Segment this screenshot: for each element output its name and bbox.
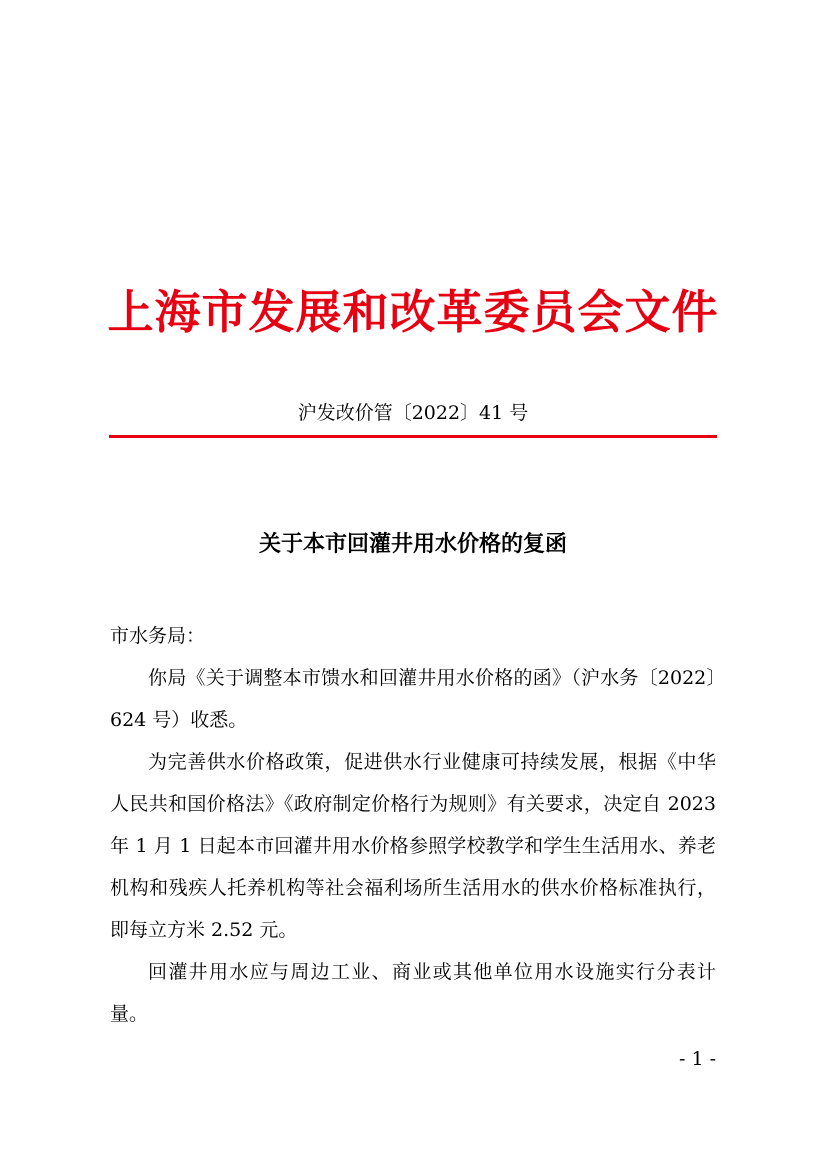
red-divider-line [109,435,717,438]
body-paragraph: 你局《关于调整本市馈水和回灌井用水价格的函》（沪水务〔2022〕624 号）收悉。 [110,667,716,731]
salutation: 市水务局： [110,625,206,647]
body-paragraph: 为完善供水价格政策，促进供水行业健康可持续发展，根据《中华人民共和国价格法》《政府制定价格行为规则》有关要求，决定自 2023 年 1 月 1 日起本市回灌井用水价格参照学校教学和学生生活用水、养老机构和残疾人托养机构等社会福利场所生活用水的供水价格标准执行，即每立方米 2.52 元。 [110,751,716,941]
document-number: 沪发改价管〔2022〕41 号 [297,402,529,424]
document-body [110,615,716,1035]
body-paragraph: 回灌井用水应与周边工业、商业或其他单位用水设施实行分表计量。 [110,961,716,1025]
issuing-authority-title: 上海市发展和改革委员会文件 [107,285,719,339]
document-title: 关于本市回灌井用水价格的复函 [258,531,567,557]
page-number: - 1 - [678,1048,716,1070]
